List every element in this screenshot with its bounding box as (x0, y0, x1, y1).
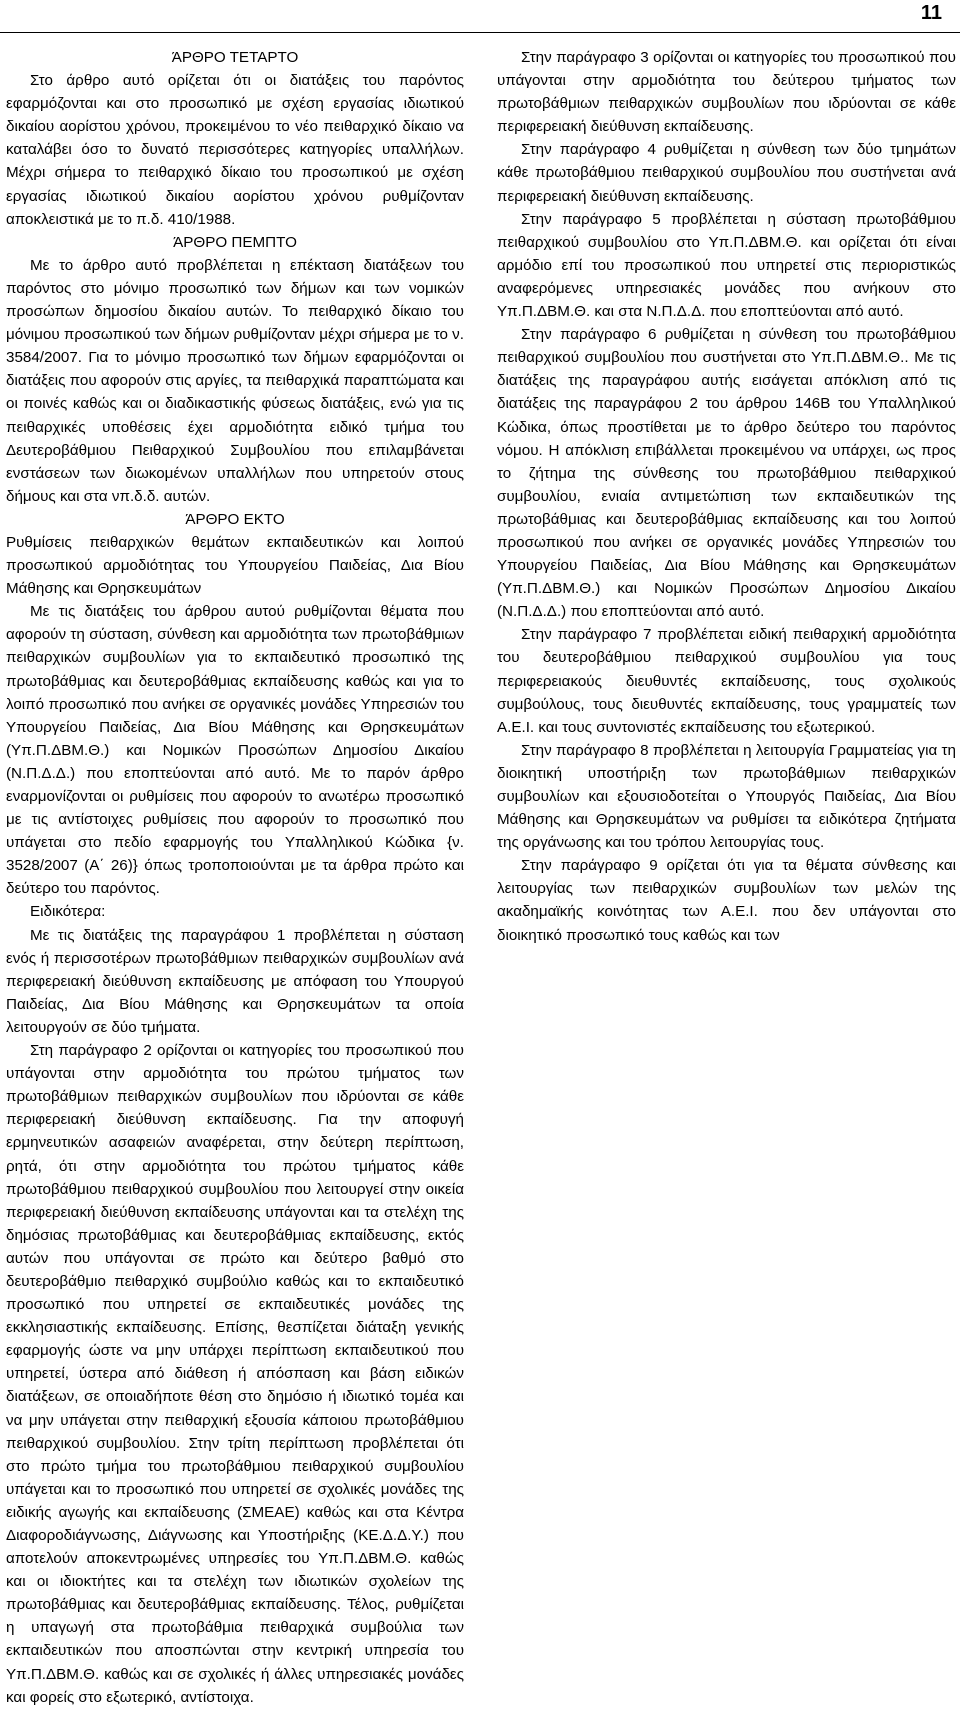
article6-specifically: Ειδικότερα: (30, 903, 106, 921)
article5-title: ΆΡΘΡΟ ΠΕΜΠΤΟ (173, 233, 297, 251)
article6-title: ΆΡΘΡΟ ΕΚΤΟ (185, 510, 285, 528)
article6-subtitle: Ρυθμίσεις πειθαρχικών θεμάτων εκπαιδευτικών και λοιπού προσωπικού αρμοδιότητας του Υπουργείου Παιδείας, Δια Βίου Μάθησης και Θρησκευμάτων (6, 533, 464, 598)
article6-paragraph-10: Στην παράγραφο 9 ορίζεται ότι για τα θέματα σύνθεσης και λειτουργίας των πειθαρχικών συμβουλίων των μελών της ακαδημαϊκής κοινότητας των Α.Ε.Ι. που δεν υπάγονται στο διοικητικό προσωπικό τους καθώς και των (497, 857, 956, 944)
header-rule (0, 32, 960, 33)
article6-paragraph-6: Στην παράγραφο 5 προβλέπεται η σύσταση πρωτοβάθμιου πειθαρχικού συμβουλίου στο Υπ.Π.ΔΒΜ.Θ. και ορίζεται ότι είναι αρμόδιο επί του προσωπικού που υπηρετεί στις περιοριστικώς αναφερόμενες υπηρεσιακές μονάδες που ανήκουν στο Υπ.Π.ΔΒΜ.Θ. και στα Ν.Π.Δ.Δ. που εποπτεύονται από αυτό. (497, 210, 956, 321)
article6-paragraph-7: Στην παράγραφο 6 ρυθμίζεται η σύνθεση του πρωτοβάθμιου πειθαρχικού συμβουλίου που συστήνεται στο Υπ.Π.ΔΒΜ.Θ.. Με τις διατάξεις της παραγράφου αυτής εισάγεται απόκλιση από τις διατάξεις της παραγράφου 2 του άρθρου 146Β του Υπαλληλικού Κώδικα, όπως προστίθεται με το άρθρο δεύτερο του παρόντος νόμου. Η απόκλιση επιβάλλεται προκειμένου να υπάρχει, ως προς το ζήτημα της σύνθεσης του πρωτοβάθμιου πειθαρχικού συμβουλίου, ενιαία αντιμετώπιση των εκπαιδευτικών της πρωτοβάθμιας και δευτεροβάθμιας εκπαίδευσης και του λοιπού προσωπικού που ανήκει σε οργανικές μονάδες Υπηρεσιών του Υπουργείου Παιδείας, Δια Βίου Μάθησης και Θρησκευμάτων (Υπ.Π.ΔΒΜ.Θ.) και Νομικών Προσώπων Δημοσίου Δικαίου (Ν.Π.Δ.Δ.) που εποπτεύονται από αυτό. (497, 326, 956, 621)
article4-title: ΆΡΘΡΟ ΤΕΤΑΡΤΟ (171, 49, 299, 66)
article6-paragraph-5: Στην παράγραφο 4 ρυθμίζεται η σύνθεση των δύο τμημάτων κάθε πρωτοβάθμιου πειθαρχικού συμβουλίου που συστήνεται ανά περιφερειακή διεύθυνση εκπαίδευσης. (497, 141, 956, 205)
article6-paragraph-2: Με τις διατάξεις της παραγράφου 1 προβλέπεται η σύσταση ενός ή περισσοτέρων πρωτοβάθμιων πειθαρχικών συμβουλίων ανά περιφερειακή διεύθυνση εκπαίδευσης με απόφαση του Υπουργού Παιδείας, Δια Βίου Μάθησης και Θρησκευμάτων τα οποία λειτουργούν σε δύο τμήματα. (6, 926, 464, 1036)
page-number: 11 (920, 2, 942, 24)
article6-paragraph-9: Στην παράγραφο 8 προβλέπεται η λειτουργία Γραμματείας για τη διοικητική υποστήριξη των πρωτοβάθμιων πειθαρχικών συμβουλίων και εξουσιοδοτείται ο Υπουργός Παιδείας, Δια Βίου Μάθησης και Θρησκευμάτων να ρυθμίσει τα ειδικότερα ζητήματα της οργάνωσης και του τρόπου λειτουργίας τους. (497, 741, 956, 852)
article6-paragraph-4: Στην παράγραφο 3 ορίζονται οι κατηγορίες του προσωπικού που υπάγονται στην αρμοδιότητα του δεύτερου τμήματος των πρωτοβάθμιων πειθαρχικών συμβουλίων που ιδρύονται σε κάθε περιφερειακή διεύθυνση εκπαίδευσης. (497, 49, 956, 136)
article6-paragraph-1: Με τις διατάξεις του άρθρου αυτού ρυθμίζονται θέματα που αφορούν τη σύσταση, σύνθεση και αρμοδιότητα των πρωτοβάθμιων πειθαρχικών συμβουλίων για το εκπαιδευτικό προσωπικό της πρωτοβάθμιας και δευτεροβάθμιας εκπαίδευσης καθώς και για το λοιπό προσωπικό που ανήκει σε οργανικές μονάδες Υπηρεσιών του Υπουργείου Παιδείας, Δια Βίου Μάθησης και Θρησκευμάτων (Υπ.Π.ΔΒΜ.Θ.) και Νομικών Προσώπων Δημοσίου Δικαίου (Ν.Π.Δ.Δ.) που εποπτεύονται από αυτό. Με το παρόν άρθρο εναρμονίζονται οι ρυθμίσεις που αφορούν το ανωτέρω προσωπικό με τις αντίστοιχες ρυθμίσεις που αφορούν το προσωπικό που υπάγεται στο πεδίο εφαρμογής του Υπαλληλικού Κώδικα {ν. 3528/2007 (Α΄ 26)} όπως τροποποιούνται με τα άρθρα πρώτο και δεύτερο του παρόντος. (6, 603, 464, 898)
left-column (6, 46, 464, 1709)
right-column (497, 46, 956, 947)
article6-paragraph-3: Στη παράγραφο 2 ορίζονται οι κατηγορίες του προσωπικού που υπάγονται στην αρμοδιότητα του πρώτου τμήματος των πρωτοβάθμιων πειθαρχικών συμβουλίων που ιδρύονται σε κάθε περιφερειακή διεύθυνση εκπαίδευσης. Για την αποφυγή ερμηνευτικών ασαφειών αναφέρεται, στην δεύτερη περίπτωση, ρητά, ότι στην αρμοδιότητα του πρώτου τμήματος κάθε πρωτοβάθμιου πειθαρχικού συμβουλίου που λειτουργεί στην οικεία περιφερειακή διεύθυνση εκπαίδευσης υπάγονται και τα στελέχη της δημόσιας πρωτοβάθμιας και δευτεροβάθμιας εκπαίδευσης, εκτός αυτών που υπάγονται σε πρώτο και δεύτερο βαθμό στο δευτεροβάθμιο πειθαρχικό συμβούλιο καθώς και το εκπαιδευτικό προσωπικό που υπηρετεί σε εκπαιδευτικές μονάδες της εκκλησιαστικής εκπαίδευσης. Επίσης, θεσπίζεται διάταξη γενικής εφαρμογής ώστε να μην υπάρχει περίπτωση εκπαιδευτικού που υπηρετεί, ύστερα από διάθεση ή απόσπαση και βάση ειδικών διατάξεων, σε οποιαδήποτε θέση στο δημόσιο ή ιδιωτικό τομέα και να μην υπάγεται στην πειθαρχική εξουσία κάποιου πρωτοβάθμιου πειθαρχικού συμβουλίου. Στην τρίτη περίπτωση προβλέπεται ότι στο πρώτο τμήμα του πρωτοβάθμιου πειθαρχικού συμβουλίου υπάγεται και το προσωπικό που υπηρετεί σε σχολικές μονάδες της ειδικής αγωγής και εκπαίδευσης (ΣΜΕΑΕ) καθώς και στα Κέντρα Διαφοροδιάγνωσης, Διάγνωσης και Υποστήριξης (ΚΕ.Δ.Δ.Υ.) που αποτελούν αποκεντρωμένες υπηρεσίες του Υπ.Π.ΔΒΜ.Θ. καθώς και οι ιδιοκτήτες και τα στελέχη των ιδιωτικών σχολείων της πρωτοβάθμιας και δευτεροβάθμιας εκπαίδευσης. Τέλος, ρυθμίζεται η υπαγωγή στα πρωτοβάθμια πειθαρχικά συμβούλια των εκπαιδευτικών που αποσπώνται στην κεντρική υπηρεσία του Υπ.Π.ΔΒΜ.Θ. καθώς και σε σχολικές ή άλλες υπηρεσιακές μονάδες και φορείς στο εξωτερικό, αντίστοιχα. (6, 1042, 464, 1706)
article6-paragraph-8: Στην παράγραφο 7 προβλέπεται ειδική πειθαρχική αρμοδιότητα του δευτεροβάθμιου πειθαρχικού συμβουλίου για τους περιφερειακούς διευθυντές εκπαίδευσης, τους σχολικούς συμβούλους, τους διευθυντές εκπαίδευσης, τους γραμματείς των Α.Ε.Ι. και τους συντονιστές εκπαίδευσης του εξωτερικού. (497, 626, 956, 736)
article4-body: Στο άρθρο αυτό ορίζεται ότι οι διατάξεις του παρόντος εφαρμόζονται και στο προσωπικό με σχέση εργασίας ιδιωτικού δικαίου αορίστου χρόνου, προκειμένου το νέο πειθαρχικό δίκαιο να καταλάβει όσο το δυνατό περισσότερες κατηγορίες υπαλλήλων. Μέχρι σήμερα το πειθαρχικό δίκαιο του προσωπικού με σχέση εργασίας ιδιωτικού δικαίου αορίστου χρόνου ρυθμίζονταν αποκλειστικά με το π.δ. 410/1988. (6, 72, 464, 228)
article5-body: Με το άρθρο αυτό προβλέπεται η επέκταση διατάξεων του παρόντος στο μόνιμο προσωπικό των δήμων και των νομικών προσώπων δημοσίου δικαίου αυτών. Το πειθαρχικό δίκαιο του μόνιμου προσωπικού των δήμων ρυθμίζονταν μέχρι σήμερα με το ν. 3584/2007. Για το μόνιμο προσωπικό των δήμων εφαρμόζονται οι διατάξεις που αφορούν στις αργίες, τα πειθαρχικά παραπτώματα και οι ποινές καθώς και οι διαδικαστικής φύσεως διατάξεις, ενώ για τις πειθαρχικές υποθέσεις έχει αρμοδιότητα ειδικό τμήμα του Δευτεροβάθμιου Πειθαρχικού Συμβουλίου που επιλαμβάνεται ενστάσεων των διωκομένων υπαλλήλων που υπηρετούν στους δήμους και στα νπ.δ.δ. αυτών. (6, 256, 464, 505)
